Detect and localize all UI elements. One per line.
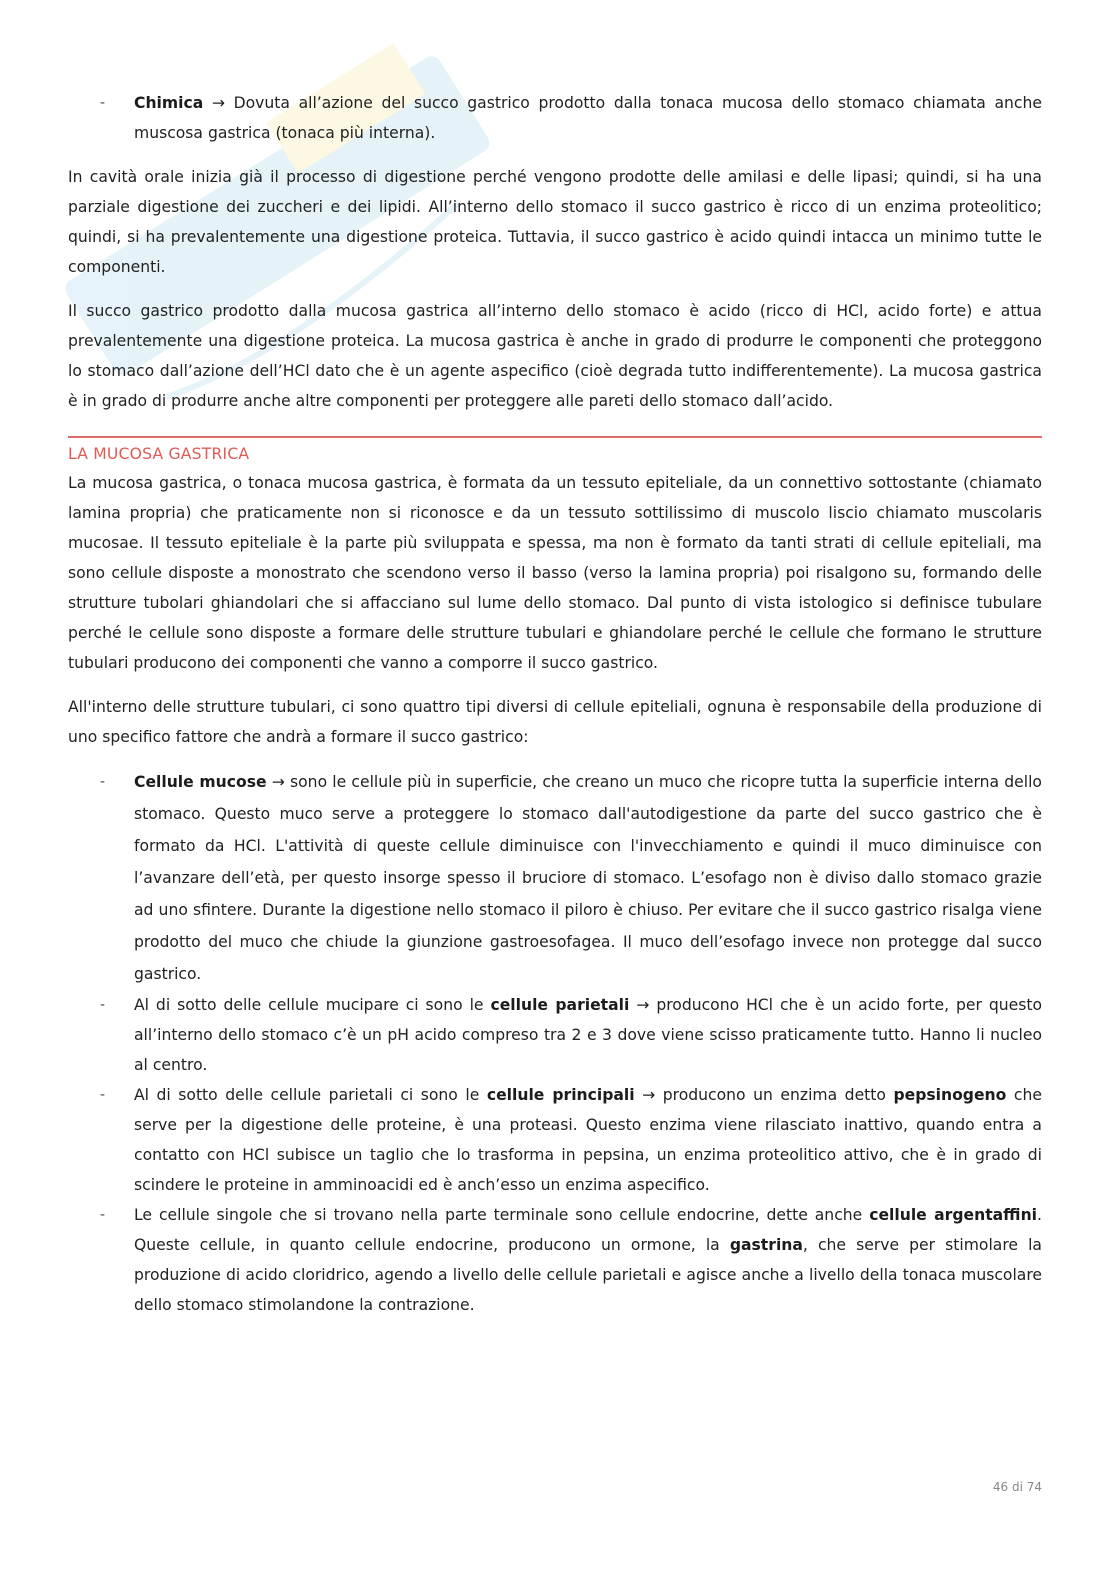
paragraph-mucosa-struttura: La mucosa gastrica, o tonaca mucosa gastrica, è formata da un tessuto epiteliale, da un connettivo sottostante (chiamato lamina propria) che praticamente non si riconosce e da un tessuto sottilissimo di muscolo liscio chiamato muscolaris mucosae. Il tessuto epiteliale è la parte più sviluppata e spessa, ma non è formato da tanti strati di cellule epiteliali, ma sono cellule disposte a monostrato che scendono verso il basso (verso la lamina propria) poi risalgono su, formando delle strutture tubolari ghiandolari che si affacciano sul lume dello stomaco. Dal punto di vista istologico si definisce tubulare perché le cellule sono disposte a formare delle strutture tubulari e ghiandolare perché le cellule che formano le strutture tubulari producono dei componenti che vanno a comporre il succo gastrico. bbox=[68, 474, 1042, 672]
list-item-cellule-argentaffini: - Le cellule singole che si trovano nella parte terminale sono cellule endocrine, dette anche cellule argentaffini. Queste cellule, in quanto cellule endocrine, producono un ormone, la gastrina, che serve per stimolare la produzione di acido cloridrico, agendo a livello delle cellule parietali e agisce anche a livello della tonaca muscolare dello stomaco stimolandone la contrazione. bbox=[68, 1200, 1042, 1320]
section-divider bbox=[68, 436, 1042, 438]
intro-list bbox=[68, 88, 1042, 148]
list-item-cellule-principali: - Al di sotto delle cellule parietali ci sono le cellule principali → producono un enzima detto pepsinogeno che serve per la digestione delle proteine, è una proteasi. Questo enzima viene rilasciato inattivo, quando entra a contatto con HCl subisce un taglio che lo trasforma in pepsina, un enzima proteolitico attivo, che è in grado di scindere le proteine in amminoacidi ed è anch’esso un enzima aspecifico. bbox=[68, 1080, 1042, 1200]
term-pepsinogeno: pepsinogeno bbox=[893, 1086, 1007, 1104]
section-heading: LA MUCOSA GASTRICA bbox=[68, 445, 250, 463]
term-cellule-principali: cellule principali bbox=[486, 1086, 635, 1104]
cell-types-list bbox=[68, 766, 1042, 1320]
paragraph-tipi-cellule: All'interno delle strutture tubulari, ci sono quattro tipi diversi di cellule epiteliali, ognuna è responsabile della produzione di uno specifico fattore che andrà a formare il succo gastrico: bbox=[68, 698, 1042, 746]
term-chimica: Chimica bbox=[134, 94, 204, 112]
term-cellule-parietali: cellule parietali bbox=[490, 996, 630, 1014]
list-item-chimica: - Chimica → Dovuta all’azione del succo gastrico prodotto dalla tonaca mucosa dello stomaco chiamata anche muscosa gastrica (tonaca più interna). bbox=[68, 88, 1042, 148]
document-page bbox=[68, 88, 1042, 1334]
term-cellule-mucose: Cellule mucose bbox=[134, 773, 267, 791]
paragraph-digestione-orale: In cavità orale inizia già il processo di digestione perché vengono prodotte delle amilasi e delle lipasi; quindi, si ha una parziale digestione dei zuccheri e dei lipidi. All’interno dello stomaco il succo gastrico è ricco di un enzima proteolitico; quindi, si ha prevalentemente una digestione proteica. Tuttavia, il succo gastrico è acido quindi intacca un minimo tutte le componenti. bbox=[68, 168, 1042, 276]
page-number: 46 di 74 bbox=[992, 1480, 1042, 1494]
term-cellule-argentaffini: cellule argentaffini bbox=[869, 1206, 1038, 1224]
list-item-cellule-mucose: - Cellule mucose → sono le cellule più in superficie, che creano un muco che ricopre tutta la superficie interna dello stomaco. Questo muco serve a proteggere lo stomaco dall'autodigestione da parte del succo gastrico che è formato da HCl. L'attività di queste cellule diminuisce con l'invecchiamento e quindi il muco diminuisce con l’avanzare dell’età, per questo insorge spesso il bruciore di stomaco. L’esofago non è diviso dallo stomaco grazie ad uno sfintere. Durante la digestione nello stomaco il piloro è chiuso. Per evitare che il succo gastrico risalga viene prodotto del muco che chiude la giunzione gastroesofagea. Il muco dell’esofago invece non protegge dal succo gastrico. bbox=[68, 766, 1042, 990]
term-gastrina: gastrina bbox=[729, 1236, 803, 1254]
paragraph-succo-gastrico: Il succo gastrico prodotto dalla mucosa gastrica all’interno dello stomaco è acido (ricco di HCl, acido forte) e attua prevalentemente una digestione proteica. La mucosa gastrica è anche in grado di produrre le componenti che proteggono lo stomaco dall’azione dell’HCl dato che è un agente aspecifico (cioè degrada tutto indifferentemente). La mucosa gastrica è in grado di produrre anche altre componenti per proteggere alle pareti dello stomaco dall’acido. bbox=[68, 302, 1042, 410]
list-item-cellule-parietali: - Al di sotto delle cellule mucipare ci sono le cellule parietali → producono HCl che è un acido forte, per questo all’interno dello stomaco c’è un pH acido compreso tra 2 e 3 dove viene scisso praticamente tutto. Hanno li nucleo al centro. bbox=[68, 990, 1042, 1080]
